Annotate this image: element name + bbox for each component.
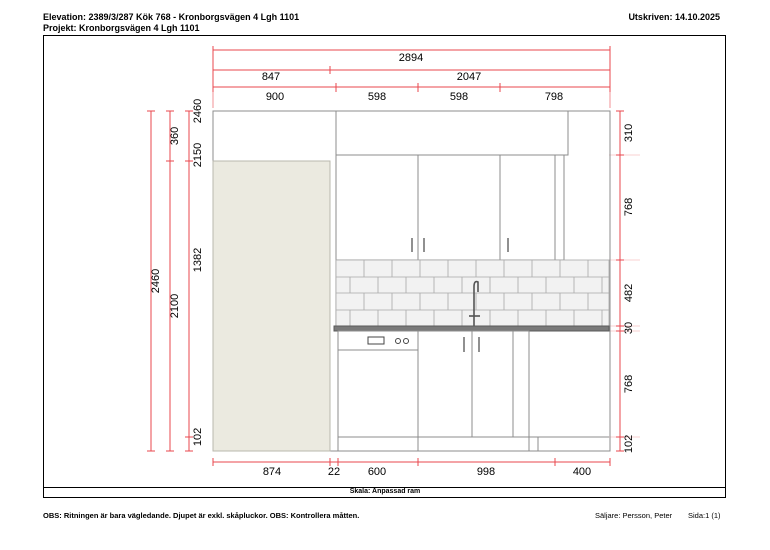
- elevation-title: Elevation: 2389/3/287 Kök 768 - Kronborgsvägen 4 Lgh 1101: [43, 12, 300, 22]
- dishwasher-knob-1: [396, 339, 401, 344]
- dishwasher-control: [338, 331, 418, 350]
- disclaimer-note: OBS: Ritningen är bara vägledande. Djupet är exkl. skåpluckor. OBS: Kontrollera måtten.: [43, 511, 360, 520]
- bottom-dimensions: [213, 458, 610, 466]
- wall-cabinet-door-4: [555, 155, 564, 260]
- dim-top-unit-2: 598: [367, 91, 387, 103]
- dim-right-482: 482: [623, 283, 635, 303]
- dim-right-30: 30: [623, 321, 635, 335]
- dim-bottom-998: 998: [476, 466, 496, 478]
- base-cabinet-door-2: [472, 331, 513, 437]
- dim-top-847: 847: [261, 71, 281, 83]
- countertop: [334, 326, 609, 331]
- dim-bottom-400: 400: [572, 466, 592, 478]
- kitchen-elevation: [213, 111, 610, 451]
- wall-cabinet-door-1: [336, 155, 418, 260]
- dim-left-2460-inner: 2460: [192, 98, 204, 124]
- side-panel: [213, 161, 330, 451]
- right-dimensions: [616, 111, 624, 451]
- dim-left-102: 102: [192, 427, 204, 447]
- dim-top-unit-4: 798: [544, 91, 564, 103]
- dim-left-2460-outer: 2460: [150, 268, 162, 294]
- dim-top-total: 2894: [398, 52, 424, 64]
- dim-top-2047: 2047: [456, 71, 482, 83]
- wall-cabinet-door-2: [418, 155, 500, 260]
- dim-right-768-upper: 768: [623, 197, 635, 217]
- wall-cabinet-top: [336, 111, 568, 155]
- dishwasher-knob-2: [404, 339, 409, 344]
- dim-left-2100: 2100: [169, 293, 181, 319]
- scale-label: Skala: Anpassad ram: [349, 488, 421, 495]
- dim-right-310: 310: [623, 123, 635, 143]
- dim-top-unit-1: 900: [265, 91, 285, 103]
- dim-left-1382: 1382: [192, 247, 204, 273]
- dim-left-2150: 2150: [192, 142, 204, 168]
- dim-bottom-600: 600: [367, 466, 387, 478]
- base-cabinet-door-3: [513, 331, 529, 437]
- dim-bottom-874: 874: [262, 466, 282, 478]
- dim-top-unit-3: 598: [449, 91, 469, 103]
- print-date: Utskriven: 14.10.2025: [628, 12, 720, 22]
- dim-left-360: 360: [169, 126, 181, 146]
- dim-right-768-lower: 768: [623, 374, 635, 394]
- project-title: Projekt: Kronborgsvägen 4 Lgh 1101: [43, 23, 200, 33]
- dim-right-102: 102: [623, 434, 635, 454]
- dim-bottom-22: 22: [327, 466, 341, 478]
- page-indicator: Sida:1 (1): [688, 511, 721, 520]
- dishwasher-display: [368, 337, 384, 344]
- seller-name: Säljare: Persson, Peter: [595, 511, 673, 520]
- dishwasher-panel: [338, 331, 418, 451]
